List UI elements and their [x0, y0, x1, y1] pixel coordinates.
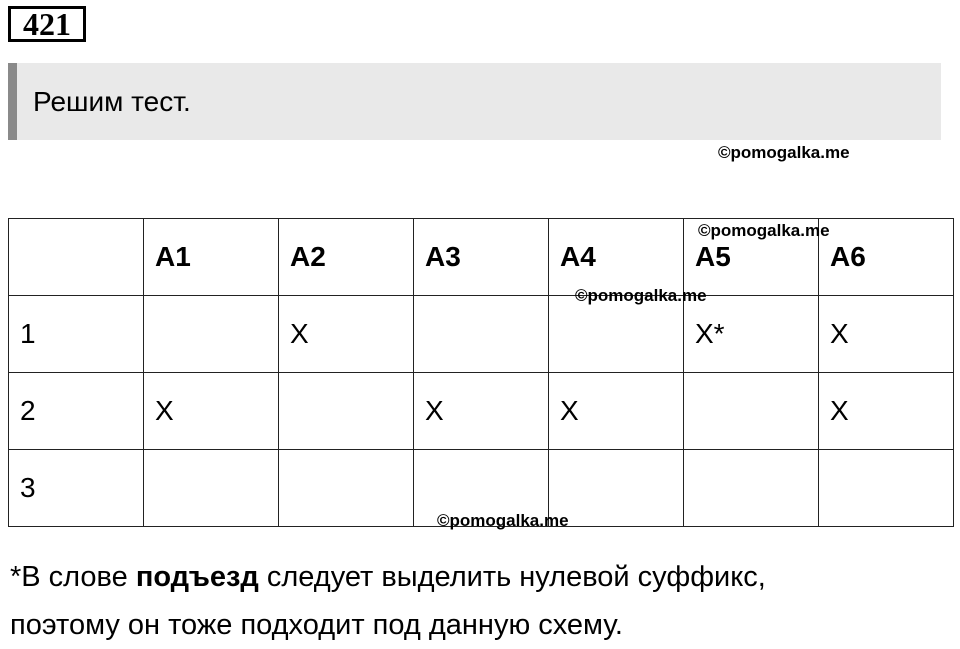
table-cell: 1	[9, 296, 144, 373]
table-cell: 2	[9, 373, 144, 450]
table-cell	[144, 296, 279, 373]
task-banner	[8, 63, 941, 140]
answer-table	[8, 218, 954, 527]
table-cell	[414, 296, 549, 373]
footnote	[10, 553, 766, 649]
table-cell	[549, 296, 684, 373]
table-cell: Х	[549, 373, 684, 450]
table-cell: Х	[819, 373, 954, 450]
header-cell: А3	[414, 219, 549, 296]
table-cell	[279, 373, 414, 450]
header-cell	[9, 219, 144, 296]
table-cell: Х	[144, 373, 279, 450]
header-cell: А2	[279, 219, 414, 296]
footnote-suffix: следует выделить нулевой суффикс,	[258, 561, 766, 593]
watermark: ©pomogalka.me	[698, 221, 830, 240]
table-cell: Х	[279, 296, 414, 373]
header-cell: А1	[144, 219, 279, 296]
watermark: ©pomogalka.me	[718, 143, 850, 162]
table-row	[9, 296, 954, 373]
table-cell: Х*	[684, 296, 819, 373]
table-cell	[279, 450, 414, 527]
footnote-bold-word: подъезд	[135, 561, 259, 593]
table-row	[9, 373, 954, 450]
table-cell	[684, 450, 819, 527]
header-cell: А4	[549, 219, 684, 296]
footnote-line-1	[10, 553, 766, 601]
table-cell: Х	[819, 296, 954, 373]
table-cell	[819, 450, 954, 527]
header-cell: А5	[684, 219, 819, 296]
task-number: 421	[8, 6, 86, 42]
table-cell: Х	[414, 373, 549, 450]
table-cell: 3	[9, 450, 144, 527]
table-cell	[144, 450, 279, 527]
table-cell	[549, 450, 684, 527]
watermark: ©pomogalka.me	[437, 511, 569, 530]
banner-text: Решим тест.	[33, 86, 191, 117]
footnote-prefix: *В слове	[10, 561, 136, 593]
watermark: ©pomogalka.me	[575, 286, 707, 305]
header-cell: А6	[819, 219, 954, 296]
footnote-line-2: поэтому он тоже подходит под данную схему.	[10, 609, 623, 641]
table-cell	[684, 373, 819, 450]
